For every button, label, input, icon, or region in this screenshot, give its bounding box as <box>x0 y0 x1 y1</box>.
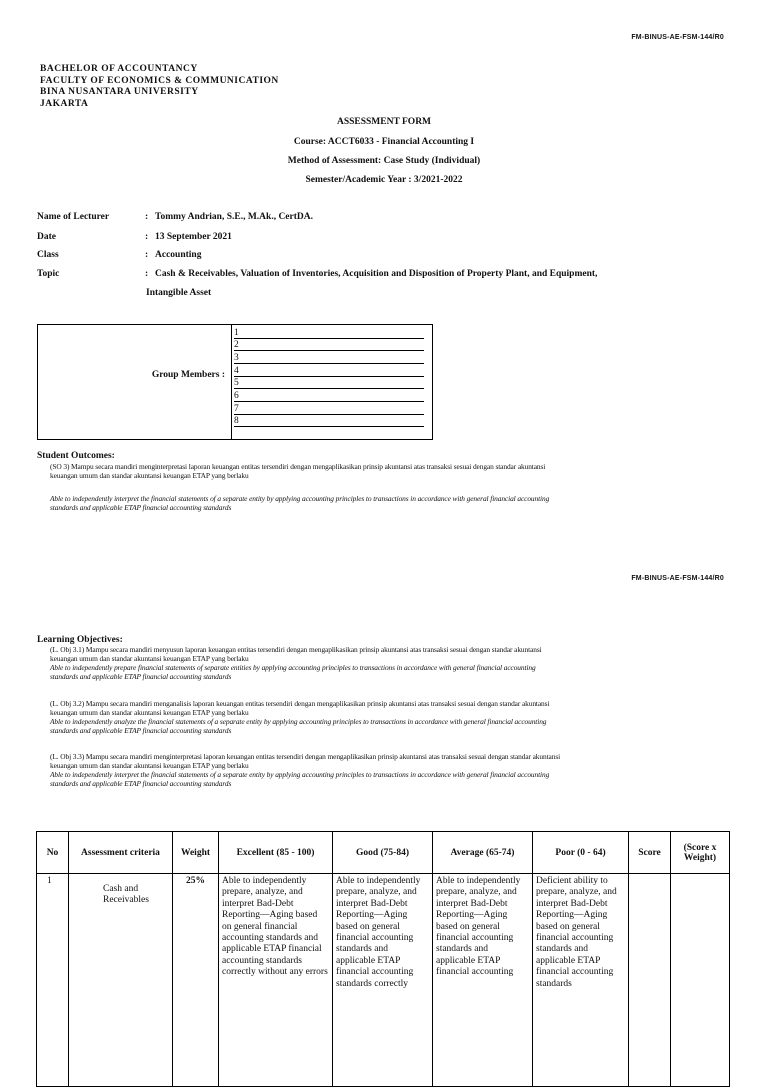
learning-objective-3-3: (L. Obj 3.3) Mampu secara mandiri menginterpretasi laporan keuangan entitas tersendiri dengan mengaplikasikan prinsip akuntansi atas transaksi sesuai dengan standar akuntansi keuangan umum dan standar akuntansi keuangan ETAP yang berlaku Able to independently interpret the financial statements of a separate entity by applying accounting principles to transactions in accordance with general financial accounting standards and applicable ETAP financial accounting standards <box>50 752 561 788</box>
form-code-repeat: FM-BINUS-AE-FSM-144/R0 <box>631 575 724 582</box>
student-outcome-en: Able to independently interpret the financial statements of a separate entity by applying accounting principles to transactions in accordance with general financial accounting standards and applicable ETAP financial accounting standards <box>50 494 550 512</box>
topic-value-line-1: Cash & Receivables, Valuation of Inventories, Acquisition and Disposition of Property Plant, and Equipment, <box>155 269 598 279</box>
table-row <box>37 874 730 1087</box>
header-weighted-score: (Score x Weight) <box>671 832 730 874</box>
row-no: 1 <box>37 874 69 1087</box>
class-separator: : <box>145 250 149 260</box>
group-member-line-1[interactable]: 1 <box>234 325 424 339</box>
row-good: Able to independently prepare, analyze, and interpret Bad-Debt Reporting—Aging based on general financial accounting standards and applicable ETAP financial accounting standards correctly <box>333 874 433 1087</box>
topic-label: Topic <box>37 269 60 279</box>
header-criteria: Assessment criteria <box>69 832 173 874</box>
program-name: BACHELOR OF ACCOUNTANCY <box>40 64 198 74</box>
header-excellent: Excellent (85 - 100) <box>219 832 333 874</box>
group-member-line-3[interactable]: 3 <box>234 350 424 364</box>
class-label: Class <box>37 250 59 260</box>
group-member-line-4[interactable]: 4 <box>234 363 424 377</box>
university-name: BINA NUSANTARA UNIVERSITY <box>40 87 199 97</box>
course-title: Course: ACCT6033 - Financial Accounting I <box>293 137 475 147</box>
rubric-table <box>36 831 730 1087</box>
row-poor: Deficient ability to prepare, analyze, and interpret Bad-Debt Reporting—Aging based on general financial accounting standards and applicable ETAP financial accounting standards <box>533 874 629 1087</box>
class-value: Accounting <box>155 250 202 260</box>
lecturer-value: Tommy Andrian, S.E., M.Ak., CertDA. <box>155 212 313 222</box>
topic-value-line-2: Intangible Asset <box>146 288 212 298</box>
group-member-line-7[interactable]: 7 <box>234 401 424 415</box>
lecturer-separator: : <box>145 212 149 222</box>
header-good: Good (75-84) <box>333 832 433 874</box>
learning-objectives-title: Learning Objectives: <box>37 635 123 645</box>
learning-objective-3-2: (L. Obj 3.2) Mampu secara mandiri menganalisis laporan keuangan entitas tersendiri dengan mengaplikasikan prinsip akuntansi atas transaksi sesuai dengan standar akuntansi keuangan umum dan standar akuntansi keuangan ETAP yang berlaku Able to independently analyze the financial statements of a separate entity by applying accounting principles to transactions in accordance with general financial accounting standards and applicable ETAP financial accounting standards <box>50 699 550 735</box>
group-member-line-2[interactable]: 2 <box>234 338 424 352</box>
row-score[interactable] <box>629 874 671 1087</box>
date-value: 13 September 2021 <box>155 232 232 242</box>
date-label: Date <box>37 232 56 242</box>
row-criteria: Cash and Receivables <box>69 874 173 1087</box>
header-average: Average (65-74) <box>433 832 533 874</box>
faculty-name: FACULTY OF ECONOMICS & COMMUNICATION <box>40 75 279 86</box>
group-member-line-5[interactable]: 5 <box>234 376 424 390</box>
topic-separator: : <box>145 269 149 279</box>
group-members-box <box>37 324 433 440</box>
institution-block <box>40 64 279 110</box>
date-separator: : <box>145 232 149 242</box>
header-poor: Poor (0 - 64) <box>533 832 629 874</box>
group-members-label-cell <box>38 325 232 439</box>
row-weight: 25% <box>173 874 219 1087</box>
form-title: ASSESSMENT FORM <box>336 117 432 127</box>
header-no: No <box>37 832 69 874</box>
header-weight: Weight <box>173 832 219 874</box>
group-member-line-8[interactable]: 8 <box>234 414 424 428</box>
row-excellent: Able to independently prepare, analyze, and interpret Bad-Debt Reporting—Aging based on general financial accounting standards and applicable ETAP financial accounting standards correctly without any errors <box>219 874 333 1087</box>
group-members-label: Group Members : <box>151 370 225 380</box>
rubric-header-row <box>37 832 730 874</box>
student-outcomes-title: Student Outcomes: <box>37 451 115 461</box>
group-member-line-6[interactable]: 6 <box>234 389 424 403</box>
semester-year: Semester/Academic Year : 3/2021-2022 <box>305 175 463 185</box>
city-name: JAKARTA <box>40 98 89 109</box>
form-code: FM-BINUS-AE-FSM-144/R0 <box>631 34 724 41</box>
learning-objective-3-1: (L. Obj 3.1) Mampu secara mandiri menyusun laporan keuangan entitas tersendiri dengan mengaplikasikan prinsip akuntansi atas transaksi sesuai dengan standar akuntansi keuangan umum dan standar akuntansi keuangan ETAP yang berlaku Able to independently prepare financial statements of separate entities by applying accounting principles to transactions in accordance with general financial accounting standards and applicable ETAP financial accounting standards <box>50 645 542 681</box>
row-average: Able to independently prepare, analyze, and interpret Bad-Debt Reporting—Aging based on general financial accounting standards and applicable ETAP financial accounting <box>433 874 533 1087</box>
lecturer-label: Name of Lecturer <box>37 212 110 222</box>
header-score: Score <box>629 832 671 874</box>
row-weighted-score[interactable] <box>671 874 730 1087</box>
assessment-method: Method of Assessment: Case Study (Individual) <box>287 156 481 166</box>
student-outcome-id: (SO 3) Mampu secara mandiri menginterpretasi laporan keuangan entitas tersendiri dengan mengaplikasikan prinsip akuntansi atas transaksi sesuai dengan standar akuntansi keuangan umum dan standar akuntansi keuangan ETAP yang berlaku <box>50 462 546 480</box>
